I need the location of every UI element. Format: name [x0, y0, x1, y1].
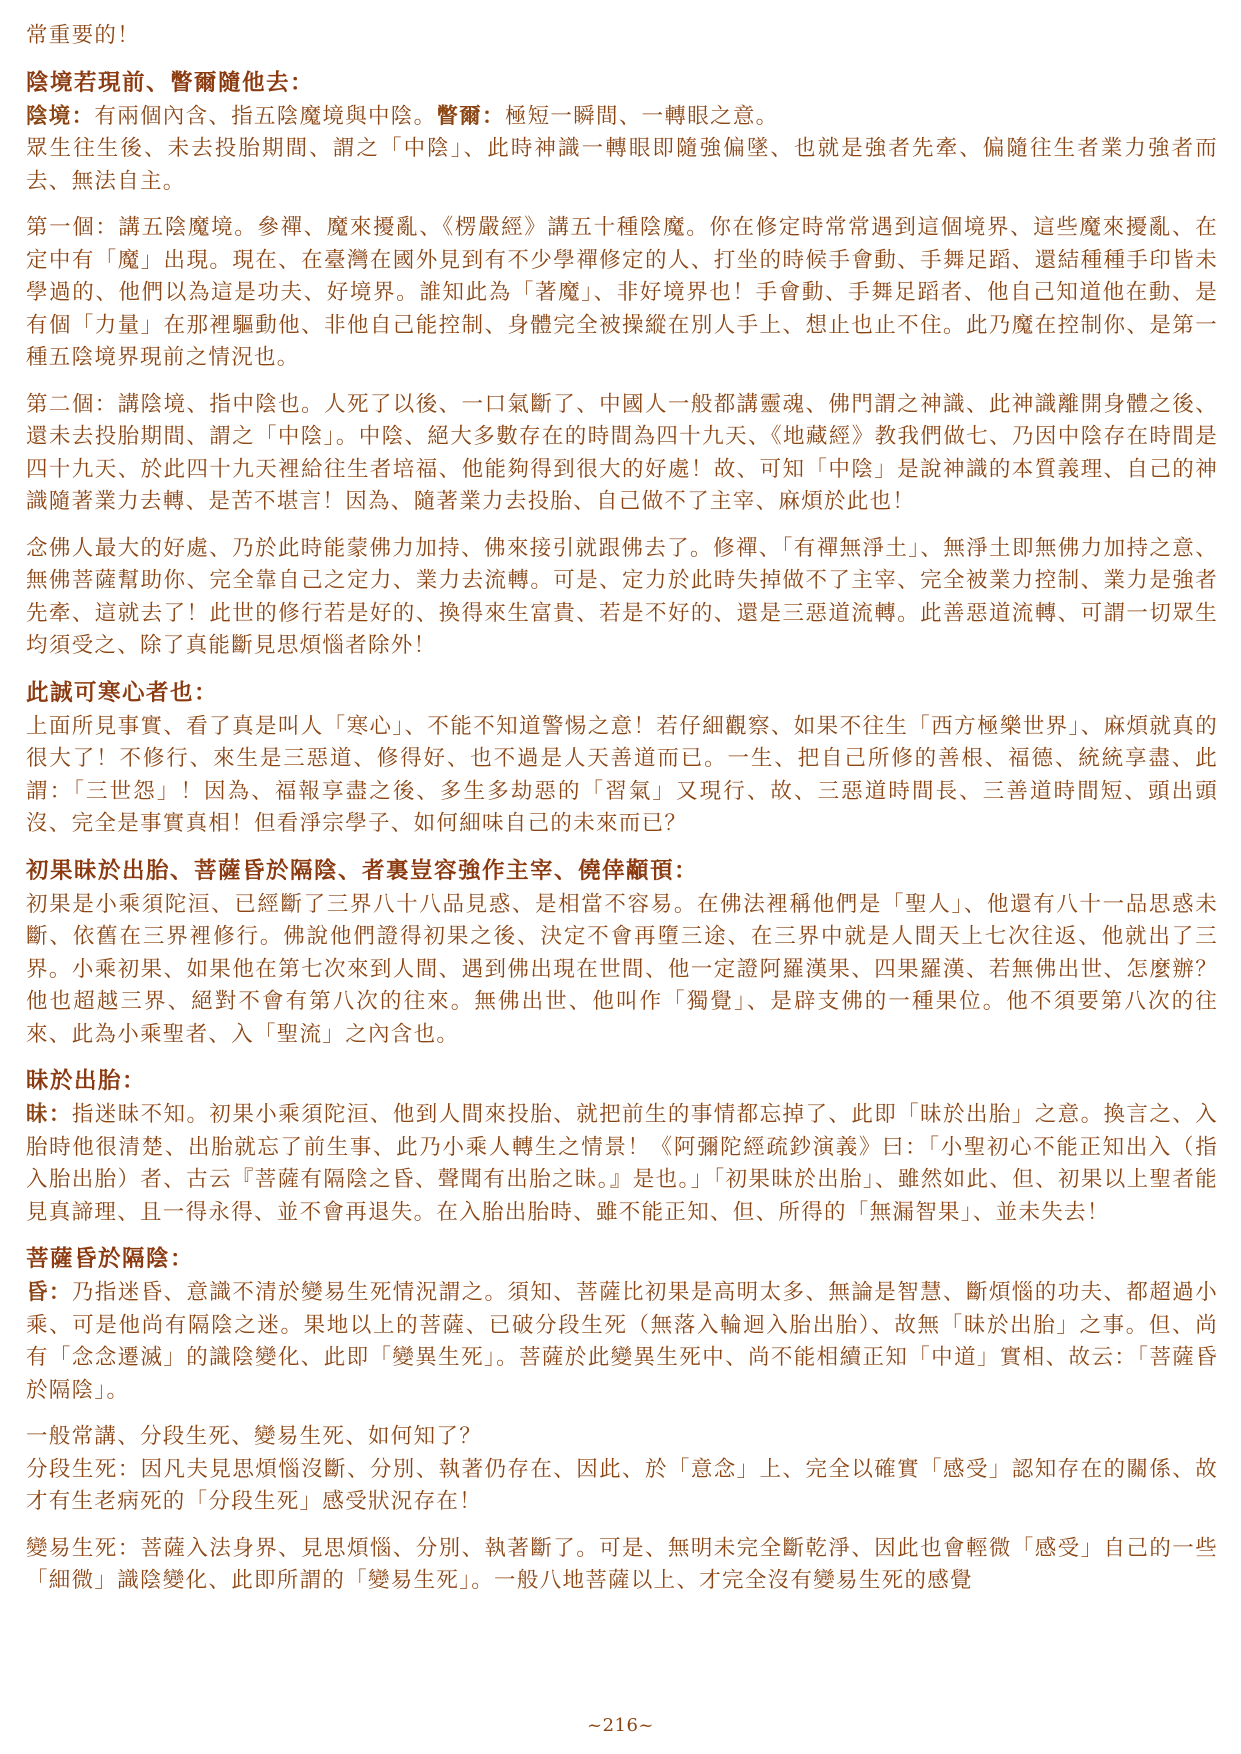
- paragraph: 變易生死：菩薩入法身界、見思煩惱、分別、執著斷了。可是、無明未完全斷乾淨、因此也會輕微「感受」自己的一些「細微」識陰變化、此即所謂的「變易生死」。一般八地菩薩以上、才完全沒有變易生死的感覺: [26, 1535, 1218, 1593]
- page-number: ~216~: [586, 1715, 655, 1736]
- document-body: [26, 20, 1218, 1612]
- paragraph: [26, 1277, 1218, 1407]
- term-hun-def: 乃指迷昏、意識不清於變易生死情況謂之。須知、菩薩比初果是高明太多、無論是智慧、斷煩惱的功夫、都超過小乘、可是他尚有隔陰之迷。果地以上的菩薩、已破分段生死（無落入輪迴入胎出胎）、故無「昧於出胎」之事。但、尚有「念念遷滅」的識陰變化、此即「變異生死」。菩薩於此變異生死中、尚不能相續正知「中道」實相、故云：「菩薩昏於隔陰」。: [26, 1280, 1218, 1403]
- paragraph: 第一個：講五陰魔境。參禪、魔來擾亂、《楞嚴經》講五十種陰魔。你在修定時常常遇到這個境界、這些魔來擾亂、在定中有「魔」出現。現在、在臺灣在國外見到有不少學禪修定的人、打坐的時候手會動、手舞足蹈、還結種種手印皆未學過的、他們以為這是功夫、好境界。誰知此為「著魔」、非好境界也！手會動、手舞足蹈者、他自己知道他在動、是有個「力量」在那裡驅動他、非他自己能控制、身體完全被操縱在別人手上、想止也止不住。此乃魔在控制你、是第一種五陰境界現前之情況也。: [26, 215, 1218, 370]
- question-line: 一般常講、分段生死、變易生死、如何知了？: [26, 1424, 483, 1449]
- paragraph: 分段生死：因凡夫見思煩惱沒斷、分別、執著仍存在、因此、於「意念」上、完全以確實「感受」認知存在的關係、故才有生老病死的「分段生死」感受狀況存在！: [26, 1456, 1218, 1514]
- paragraph: 上面所見事實、看了真是叫人「寒心」、不能不知道警惕之意！若仔細觀察、如果不往生「西方極樂世界」、麻煩就真的很大了！不修行、來生是三惡道、修得好、也不過是人天善道而已。一生、把自己所修的善根、福德、統統享盡、此謂：「三世怨」！因為、福報享盡之後、多生多劫惡的「習氣」又現行、故、三惡道時間長、三善道時間短、頭出頭沒、完全是事實真相！但看淨宗學子、如何細味自己的未來而已？: [26, 713, 1218, 836]
- section-heading-2: 此誠可寒心者也：: [26, 679, 219, 706]
- paragraph: 第二個：講陰境、指中陰也。人死了以後、一口氣斷了、中國人一般都講靈魂、佛門謂之神識、此神識離開身體之後、還未去投胎期間、謂之「中陰」。中陰、絕大多數存在的時間為四十九天、《地藏經》教我們做七、乃因中陰存在時間是四十九天、於此四十九天裡給往生者培福、他能夠得到很大的好處！故、可知「中陰」是說神識的本質義理、自己的神識隨著業力去轉、是苦不堪言！因為、隨著業力去投胎、自己做不了主宰、麻煩於此也！: [26, 391, 1218, 514]
- section-heading-4: 昧於出胎：: [26, 1068, 147, 1094]
- term-yinjing: 陰境：: [26, 103, 95, 129]
- term-hun: 昏：: [26, 1280, 72, 1305]
- continued-text: 常重要的！: [26, 23, 141, 48]
- term-yinjing-def: 有兩個內含、指五陰魔境與中陰。: [94, 103, 437, 129]
- section-heading-5: 菩薩昏於隔陰：: [26, 1246, 195, 1272]
- section-heading-1: 陰境若現前、瞥爾隨他去：: [26, 69, 315, 96]
- paragraph: [26, 1099, 1218, 1229]
- term-pieer: 瞥爾：: [436, 103, 505, 129]
- term-mei: 昧：: [26, 1102, 72, 1127]
- definition-line: [26, 101, 1218, 134]
- term-mei-def: 指迷昧不知。初果小乘須陀洹、他到人間來投胎、就把前生的事情都忘掉了、此即「昧於出胎」之意。換言之、入胎時他很清楚、出胎就忘了前生事、此乃小乘人轉生之情景！《阿彌陀經疏鈔演義》曰：「小聖初心不能正知出入（指入胎出胎）者、古云『菩薩有隔陰之昏、聲聞有出胎之昧。』是也。」「初果昧於出胎」、雖然如此、但、初果以上聖者能見真諦理、且一得永得、並不會再退失。在入胎出胎時、雖不能正知、但、所得的「無漏智果」、並未失去！: [26, 1102, 1218, 1225]
- term-pieer-def: 極短一瞬間、一轉眼之意。: [504, 103, 779, 129]
- paragraph: 眾生往生後、未去投胎期間、謂之「中陰」、此時神識一轉眼即隨強偏墜、也就是強者先牽、偏隨往生者業力強者而去、無法自主。: [26, 136, 1218, 194]
- paragraph: 初果是小乘須陀洹、已經斷了三界八十八品見惑、是相當不容易。在佛法裡稱他們是「聖人」、他還有八十一品思惑未斷、依舊在三界裡修行。佛說他們證得初果之後、決定不會再墮三途、在三界中就是人間天上七次往返、他就出了三界。小乘初果、如果他在第七次來到人間、遇到佛出現在世間、他一定證阿羅漢果、四果羅漢、若無佛出世、怎麼辦？他也超越三界、絕對不會有第八次的往來。無佛出世、他叫作「獨覺」、是辟支佛的一種果位。他不須要第八次的往來、此為小乘聖者、入「聖流」之內含也。: [26, 891, 1218, 1047]
- paragraph: 念佛人最大的好處、乃於此時能蒙佛力加持、佛來接引就跟佛去了。修禪、「有禪無淨土」、無淨土即無佛力加持之意、無佛菩薩幫助你、完全靠自己之定力、業力去流轉。可是、定力於此時失掉做不了主宰、完全被業力控制、業力是強者先牽、這就去了！此世的修行若是好的、換得來生富貴、若是不好的、還是三惡道流轉。此善惡道流轉、可謂一切眾生均須受之、除了真能斷見思煩惱者除外！: [26, 535, 1218, 658]
- section-heading-3: 初果昧於出胎、菩薩昏於隔陰、者裏豈容強作主宰、僥倖顢頇：: [26, 857, 699, 884]
